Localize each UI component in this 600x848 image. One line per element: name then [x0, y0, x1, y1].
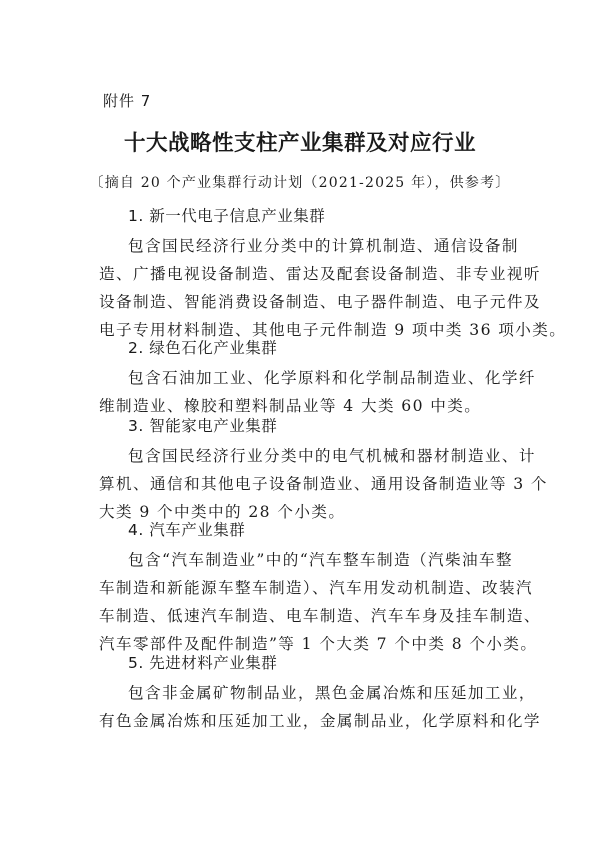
attachment-label: 附件 7 [103, 92, 152, 110]
paragraph-line: 车制造、低速汽车制造、电车制造、汽车车身及挂车制造、 [99, 607, 541, 625]
page-title: 十大战略性支柱产业集群及对应行业 [123, 131, 476, 156]
section-heading: 4. 汽车产业集群 [128, 521, 246, 539]
paragraph-line: 汽车零部件及配件制造”等 1 个大类 7 个中类 8 个小类。 [99, 635, 538, 653]
paragraph-line: 设备制造、智能消费设备制造、电子器件制造、电子元件及 [99, 293, 541, 311]
paragraph-line: 车制造和新能源车整车制造）、汽车用发动机制造、改装汽 [99, 579, 534, 597]
paragraph-line: 有色金属冶炼和压延加工业，金属制品业，化学原料和化学 [99, 712, 541, 730]
paragraph-line: 造、广播电视设备制造、雷达及配套设备制造、非专业视听 [99, 265, 541, 283]
paragraph-line: 包含国民经济行业分类中的计算机制造、通信设备制 [128, 237, 519, 255]
section-heading: 5. 先进材料产业集群 [128, 654, 278, 672]
paragraph-line: 包含非金属矿物制品业，黑色金属冶炼和压延加工业， [128, 684, 536, 702]
section-heading: 2. 绿色石化产业集群 [128, 339, 278, 357]
paragraph-line: 包含石油加工业、化学原料和化学制品制造业、化学纤 [128, 369, 536, 387]
paragraph-line: 算机、通信和其他电子设备制造业、通用设备制造业等 3 个 [99, 475, 548, 493]
section-heading: 1. 新一代电子信息产业集群 [128, 207, 326, 225]
paragraph-line: 包含国民经济行业分类中的电气机械和器材制造业、计 [128, 447, 536, 465]
page-subtitle: 〔摘自 20 个产业集群行动计划（2021-2025 年），供参考〕 [89, 175, 511, 191]
section-heading: 3. 智能家电产业集群 [128, 417, 278, 435]
paragraph-line: 电子专用材料制造、其他电子元件制造 9 项中类 36 项小类。 [99, 321, 567, 339]
paragraph-line: 大类 9 个中类中的 28 个小类。 [99, 503, 346, 521]
paragraph-line: 维制造业、橡胶和塑料制品业等 4 大类 60 中类。 [99, 397, 482, 415]
paragraph-line: 包含“汽车制造业”中的“汽车整车制造（汽柴油车整 [128, 551, 513, 569]
